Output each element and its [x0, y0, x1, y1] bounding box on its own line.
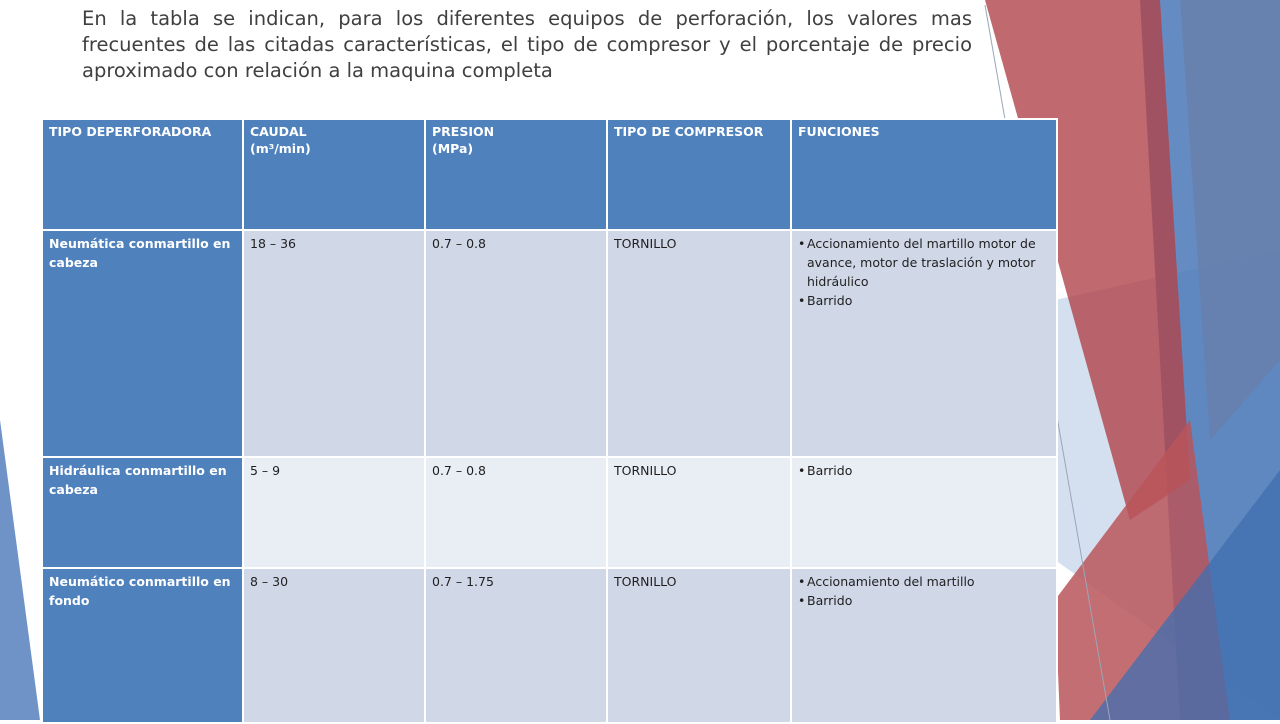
cell-presion: 0.7 – 0.8: [425, 230, 607, 457]
funcion-item: • Barrido: [798, 591, 1050, 610]
table-row: [42, 230, 1057, 457]
cell-caudal: 5 – 9: [243, 457, 425, 568]
funcion-item: • Barrido: [798, 291, 1050, 310]
cell-caudal: 18 – 36: [243, 230, 425, 457]
cell-tipo: Neumática conmartillo en cabeza: [42, 230, 243, 457]
intro-paragraph: En la tabla se indican, para los diferentes equipos de perforación, los valores mas frecuentes de las citadas características, el tipo de compresor y el porcentaje de precio aproximado con relación a la maquina completa: [82, 7, 972, 82]
cell-caudal: 8 – 30: [243, 568, 425, 723]
cell-funciones: [791, 568, 1057, 723]
cell-funciones: [791, 230, 1057, 457]
header-compresor: TIPO DE COMPRESOR: [607, 119, 791, 230]
table-header-row: [42, 119, 1057, 230]
header-tipo: TIPO DEPERFORADORA: [42, 119, 243, 230]
cell-tipo: Neumático conmartillo en fondo: [42, 568, 243, 723]
drill-equipment-table: [41, 118, 1058, 724]
left-edge-blue-sliver: [0, 420, 40, 720]
cell-tipo: Hidráulica conmartillo en cabeza: [42, 457, 243, 568]
funcion-item: • Accionamiento del martillo: [798, 572, 1050, 591]
cell-compresor: TORNILLO: [607, 457, 791, 568]
cell-compresor: TORNILLO: [607, 568, 791, 723]
header-caudal: CAUDAL (m³/min): [243, 119, 425, 230]
header-funciones: FUNCIONES: [791, 119, 1057, 230]
table-row: [42, 457, 1057, 568]
cell-compresor: TORNILLO: [607, 230, 791, 457]
funcion-item: • Accionamiento del martillo motor de avance, motor de traslación y motor hidráulico: [798, 234, 1050, 291]
header-presion-unit: (MPa): [432, 141, 474, 156]
cell-presion: 0.7 – 1.75: [425, 568, 607, 723]
funcion-item: • Barrido: [798, 461, 1050, 480]
cell-funciones: [791, 457, 1057, 568]
header-presion: PRESION (MPa): [425, 119, 607, 230]
header-caudal-unit: (m³/min): [250, 141, 311, 156]
cell-presion: 0.7 – 0.8: [425, 457, 607, 568]
table-row: [42, 568, 1057, 723]
